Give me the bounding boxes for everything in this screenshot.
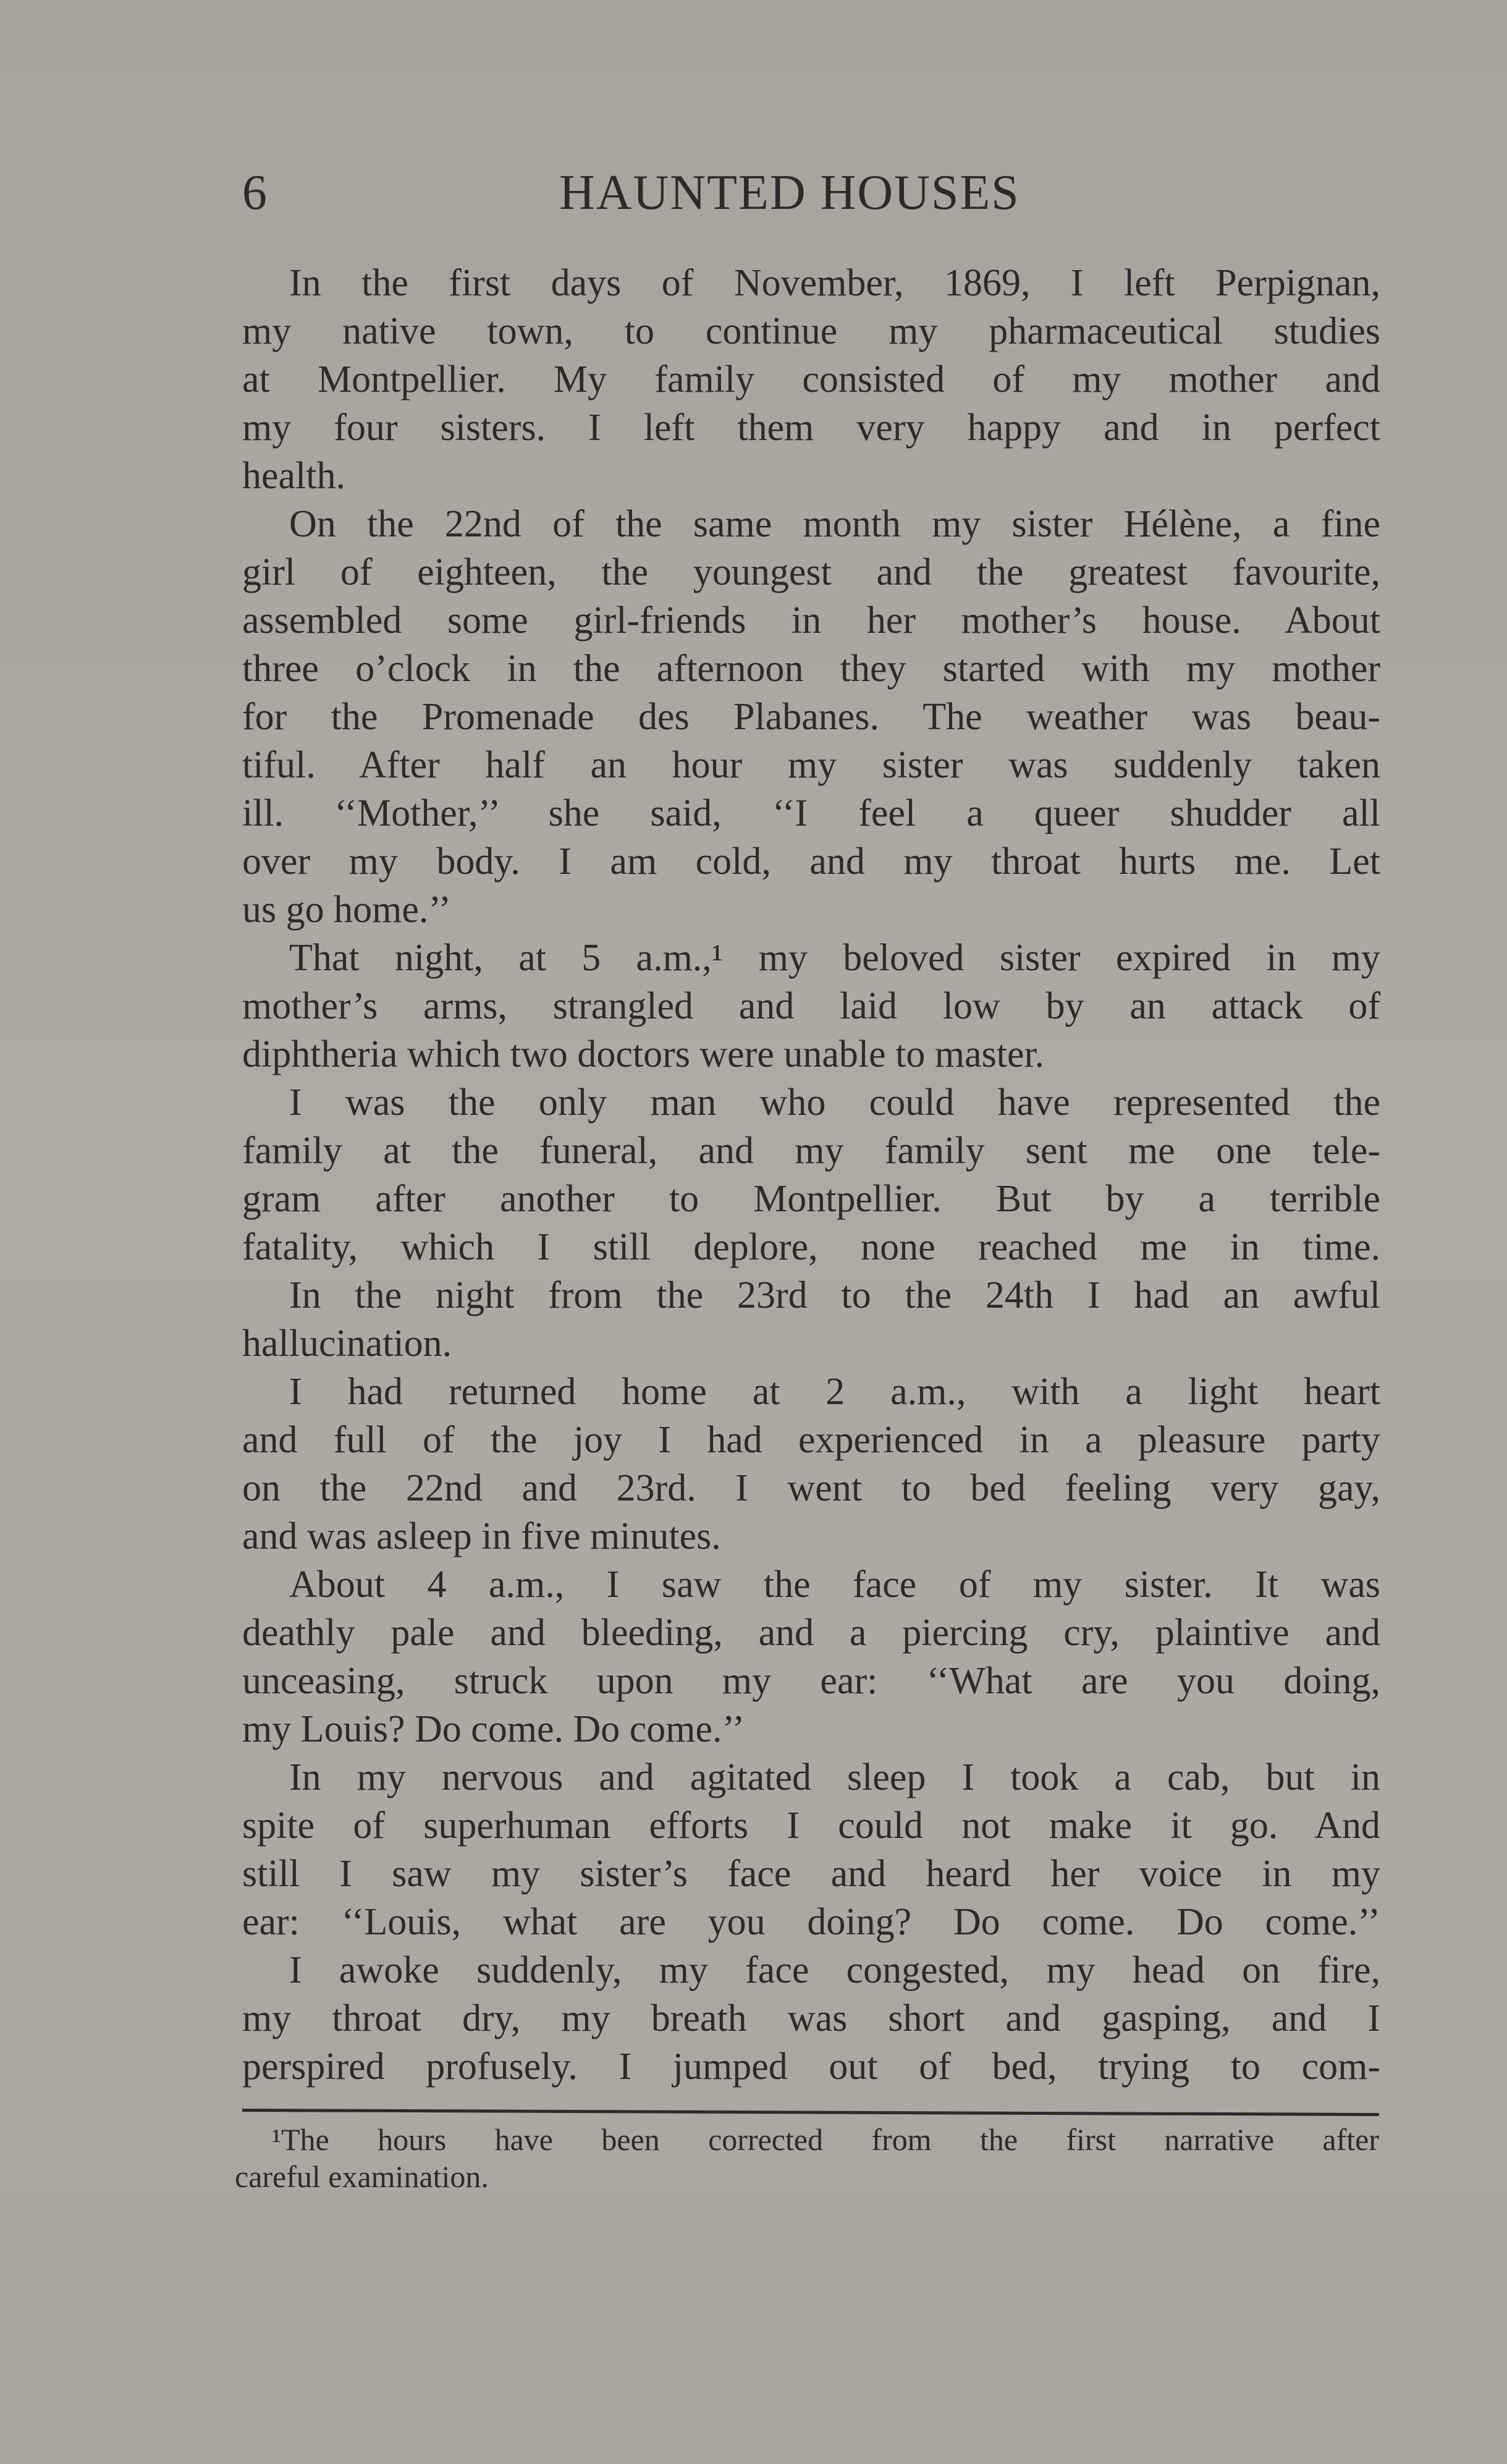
text-line: us go home.’’ [242,889,452,931]
page-number: 6 [242,166,267,220]
text-line: On the 22nd of the same month my sister Hélène, a fine [289,503,1380,545]
text-line: for the Promenade des Plabanes. The weather was beau- [242,696,1380,738]
text-line: diphtheria which two doctors were unable to master. [242,1033,1045,1075]
text-line: perspired profusely. I jumped out of bed, trying to com- [242,2046,1380,2088]
text-line: and was asleep in five minutes. [242,1515,721,1557]
text-line: I was the only man who could have represented the [289,1082,1380,1124]
text-line: my four sisters. I left them very happy and in perfect [242,407,1380,449]
text-line: fatality, which I still deplore, none reached me in time. [242,1226,1380,1268]
text-line: family at the funeral, and my family sent me one tele- [242,1130,1380,1172]
running-title: HAUNTED HOUSES [559,166,1020,220]
text-line: That night, at 5 a.m.,¹ my beloved sister expired in my [289,937,1380,979]
text-line: About 4 a.m., I saw the face of my sister. It was [289,1564,1380,1606]
text-line: girl of eighteen, the youngest and the greatest favourite, [242,551,1380,593]
text-line: ear: ‘‘Louis, what are you doing? Do come. Do come.’’ [242,1901,1380,1943]
text-line: at Montpellier. My family consisted of my mother and [242,358,1380,400]
text-line: In the first days of November, 1869, I left Perpignan, [289,262,1380,304]
text-line: I had returned home at 2 a.m., with a light heart [289,1371,1380,1413]
text-line: three o’clock in the afternoon they started with my mother [242,648,1380,690]
text-line: my native town, to continue my pharmaceutical studies [242,310,1380,352]
text-line: unceasing, struck upon my ear: ‘‘What are you doing, [242,1660,1380,1702]
footnote-line: careful examination. [235,2159,489,2194]
text-line: gram after another to Montpellier. But by a terrible [242,1178,1380,1220]
footnote [235,2121,1379,2195]
text-line: my Louis? Do come. Do come.’’ [242,1708,745,1750]
text-line: In the night from the 23rd to the 24th I had an awful [289,1274,1380,1316]
footnote-line: ¹The hours have been corrected from the first narrative after [272,2122,1379,2157]
text-line: I awoke suddenly, my face congested, my head on fire, [289,1949,1380,1991]
text-line: In my nervous and agitated sleep I took a cab, but in [289,1756,1380,1798]
text-line: hallucination. [242,1323,452,1365]
body-text [242,259,1380,2091]
text-line: over my body. I am cold, and my throat hurts me. Let [242,840,1380,883]
text-line: health. [242,455,345,497]
text-line: mother’s arms, strangled and laid low by an attack of [242,985,1380,1027]
text-line: still I saw my sister’s face and heard her voice in my [242,1853,1380,1895]
text-line: deathly pale and bleeding, and a piercing cry, plaintive and [242,1612,1380,1654]
footnote-rule [242,2109,1379,2116]
text-line: tiful. After half an hour my sister was suddenly taken [242,744,1380,786]
text-line: spite of superhuman efforts I could not make it go. And [242,1805,1380,1847]
text-line: on the 22nd and 23rd. I went to bed feeling very gay, [242,1467,1380,1509]
text-line: ill. ‘‘Mother,’’ she said, ‘‘I feel a queer shudder all [242,792,1380,834]
text-line: and full of the joy I had experienced in a pleasure party [242,1419,1380,1461]
text-line: my throat dry, my breath was short and gasping, and I [242,1997,1380,2039]
text-line: assembled some girl-friends in her mother’s house. About [242,599,1380,641]
